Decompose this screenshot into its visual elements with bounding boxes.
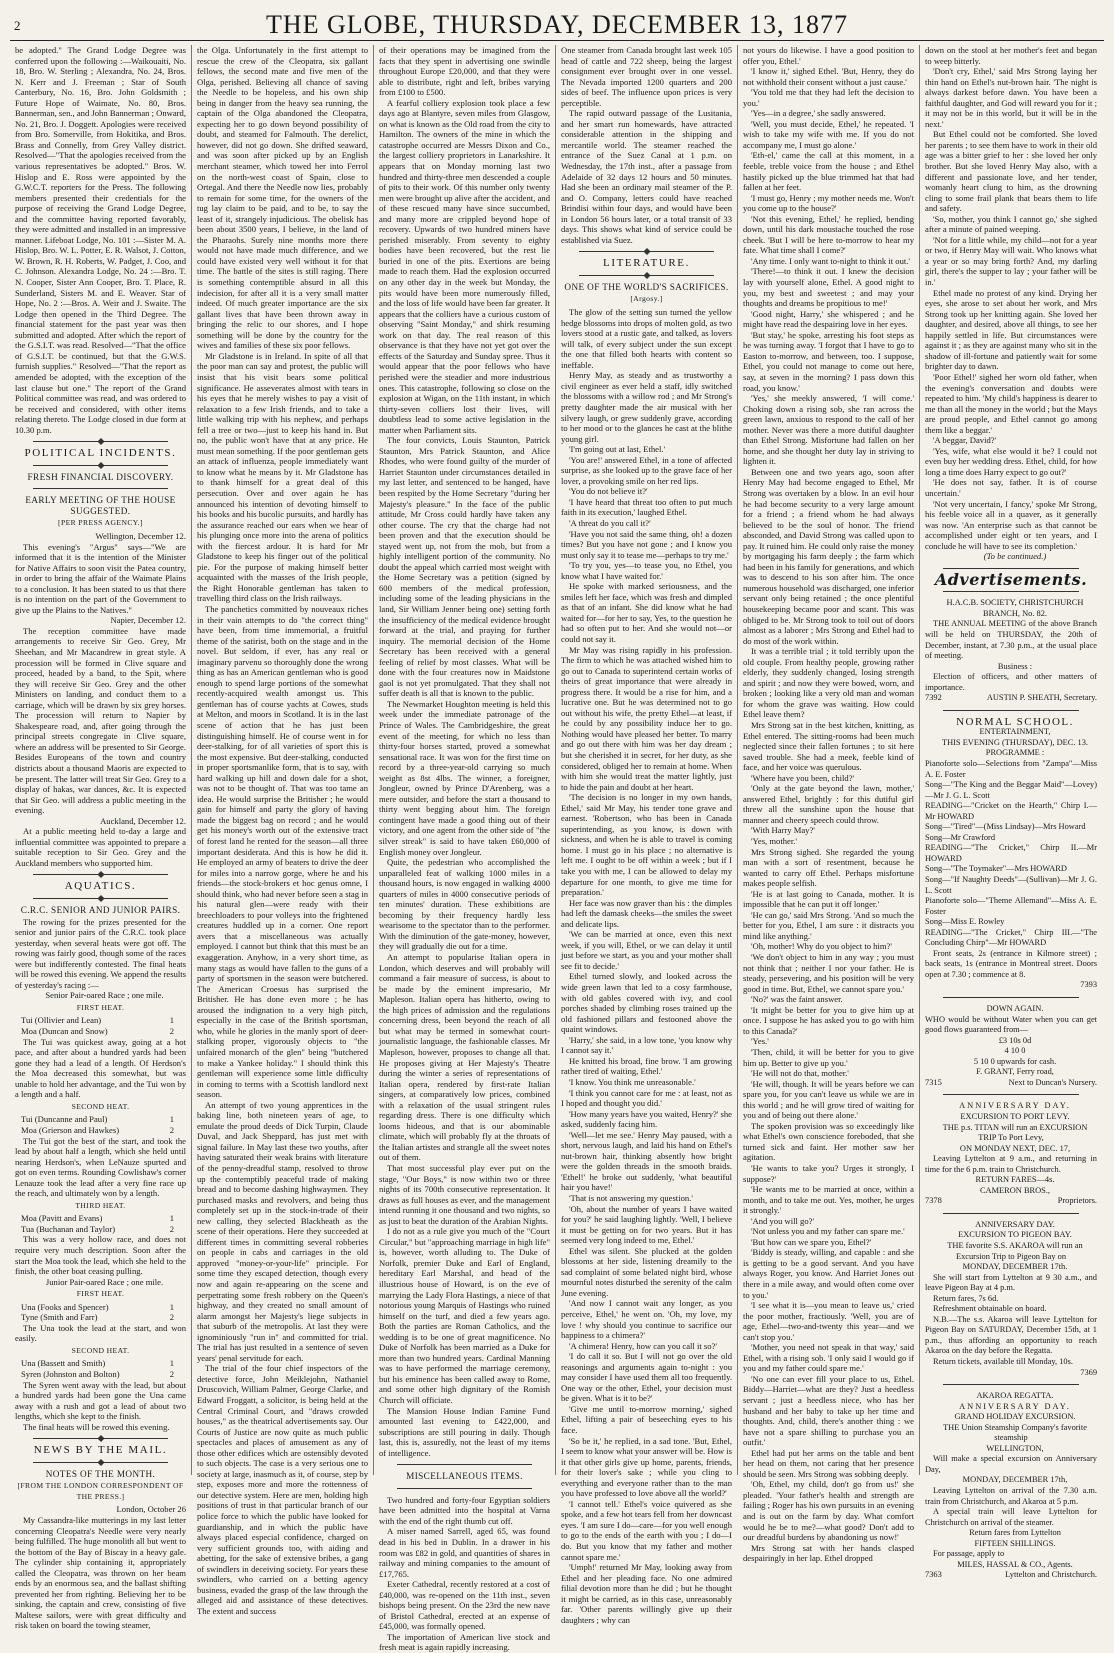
paragraph: 'Yes,' she meekly answered, 'I will come.' Choking down a rising sob, she ran across the green lawn, anxious to respond to the call of her mother. Never was there a more dutiful daughter than Ethel Strong. Misfortune had fallen on her home, and she thought her duty lay in striving to lighten it. [743, 393, 914, 467]
divider [579, 275, 714, 276]
ad-title: AKAROA REGATTA. [976, 1391, 1054, 1401]
ad-body: THE p.s. TITAN will run an EXCURSION TRIP To Port Levy, [942, 1122, 1088, 1143]
heading-political-incidents: POLITICAL INCIDENTS. [24, 447, 177, 460]
ad-subtitle: BRANCH, No. 82. [983, 608, 1047, 618]
ad-subtitle: GRAND HOLIDAY EXCURSION. [954, 1412, 1076, 1422]
paragraph: 'I know. You think me unreasonable.' [569, 1076, 696, 1087]
ad-number: 7369 [1080, 1367, 1097, 1377]
heading-early-meeting: EARLY MEETING OF THE HOUSE SUGGESTED. [25, 495, 176, 516]
paragraph: 'Yes—in a degree,' she sadly answered. [751, 108, 886, 119]
programme-item: Pianoforte solo—Selections from "Zampa"—Miss A. E. Foster [925, 759, 1097, 779]
result-row: Syren (Johnston and Bolton) 2 [21, 1368, 174, 1379]
heat-label: THIRD HEAT. [75, 1200, 126, 1210]
divider [33, 488, 168, 489]
paragraph: 'You are!' answered Ethel, in a tone of affected surprise, as she looked up to the grave face of her lover, a provoking smile on her red lips. [561, 454, 732, 486]
ad-body: THE ANNUAL MEETING of the above Branch will be held on THURSDAY, the 20th of December, instant, at 7.30 p.m., at the usual place of meeting. [925, 619, 1097, 661]
result-row: Una (Fooks and Spencer) 1 [21, 1301, 174, 1312]
paragraph: A miser named Sarrell, aged 65, was found dead in his bed in Dublin. In a drawer in his room was £82 in gold, and quantities of shares in railway and mining companies to the amount of £17,765. [379, 1526, 550, 1579]
ad-body: A special train will leave Lyttelton for Christchurch on arrival of the steamer. [925, 1507, 1097, 1527]
paragraph: An attempt of two young apprentices in the baking line, both nineteen years of age, to emulate the proud deeds of Dick Turpin, Claude Duval, and Jack Sheppard, has just met with signal failure. In May last these two youths, after having saturated their weak brains with literature of the penny-dreadful stamp, resolved to throw up the contemptibly peaceful trade of making bread and to become dashing highwaymen. They purchased masks and revolvers, and being thus completely set up in the stock-in-trade of their new calling, they selected Blackheath as the scene of their operations. Here they succeeded at different times in committing several robberies on people in cabs and carriages in the old approved "money-or-your-life" principle. For some time they escaped detection, though every now and again re-appearing on the scene and perpetrating some fresh robbery on the Queen's highway, and they created no small amount of alarm amongst her Majesty's liege subjects in that suburb of the metropolis. At last they were ignominiously "run in" and committed for trial. The trial has just resulted in a sentence of seven years' penal servitude for each. [197, 1099, 368, 1363]
masthead [10, 6, 1104, 41]
column-1 [10, 45, 192, 1631]
paragraph: The final heats will be rowed this evening. [23, 1421, 170, 1432]
divider [33, 441, 168, 442]
divider [397, 1488, 532, 1489]
paragraph: 'Biddy is steady, willing, and capable : and she is getting to be a good servant. And you have always Roger, you know. And Harriet Jones out there in a mile away, and would often come over to you.' [743, 1247, 914, 1300]
ad-port-levy [925, 1101, 1097, 1206]
divider [397, 1464, 532, 1465]
ad-body: THE favorite S.S. AKAROA will run an Excursion Trip to Pigeon Bay on [947, 1240, 1083, 1261]
paragraph: 'To try you, yes—to tease you, no Ethel, you know what I have waited for.' [561, 560, 732, 581]
paragraph: Exeter Cathedral, recently restored at a cost of £40,000, was re-opened on the 11th inst., seven bishops being present. On the 23rd the new nave of Bristol Cathedral, erected at an expense of £45,000, was formally opened. [379, 1579, 550, 1632]
ad-body: She will start from Lyttelton at 9 30 a.m., and leave Pigeon Bay at 4 p.m. [925, 1272, 1097, 1293]
paragraph: It was a terrible trial ; it told terribly upon the old couple. From healthy people, growing rather elderly, they suddenly changed, losing strength and spirit ; and now they were bowed, worn, and broken ; looking like a very old man and woman for whom the grave was waiting. How could Ethel leave them? [743, 646, 914, 720]
ad-number: 7393 [1080, 980, 1097, 990]
paragraph: The Tui was quickest away, going at a hot pace, and after about a hundred yards had been gone they had a lead of a length. Of Herdson's the Moa decreased this somewhat, but was unable to hold her advantage, and the Tui won by a length and a half. [15, 1036, 186, 1100]
paragraph: 'Good night, Harry,' she whispered ; and he might have read the despairing love in her eyes. [743, 308, 914, 330]
result-row: Tui (Ollivier and Lean) 1 [21, 1015, 174, 1026]
paragraph: 'Mother, you need not speak in that way,' said Ethel, with a rising sob. 'I only said I would go if you and my father could spare me.' [743, 1342, 914, 1374]
ad-subtitle: ENTERTAINMENT, [979, 727, 1051, 737]
paragraph: 'So be it,' he replied, in a sad tone. 'But, Ethel, I seem to know what your answer will be. How is it that other girls give up home, parents, friends, for their lover's sake ; while you cling to everything and everyone rather than to the man you have professed to love above all the world?' [561, 1435, 732, 1499]
divider [943, 1094, 1079, 1095]
paragraph: 'He will, though. It will be years before we can spare you, for you can't leave us while we are in this world ; and he will grow tired of waiting for you and of being out there alone.' [743, 1078, 914, 1121]
paragraph: 'Oh, mother! Why do you object to him?' [751, 941, 892, 952]
ad-hacb-society [925, 598, 1097, 703]
paragraph: The Newmarket Houghton meeting is held this week under the immediate patronage of the Prince of Wales. The Cambridgeshire, the great event of the meeting, for which no less than thirty-four horses started, proved a somewhat sensational race. It was won for the first time on record by a three-year-old carrying so much weight as 8st 4lbs. The winner, a foreigner, Jongleur, owned by Prince D'Arenberg, was a mere outsider, and before the start a thousand to thirty went begging about him. The foreign contingent have made a good thing out of their victory, and one agent from the other side of "the silver streak" is said to have taken £60,000 of English money over Jongleur. [379, 698, 550, 857]
paragraph: 'A threat do you call it?' [569, 517, 651, 528]
ad-subtitle: ANNIVERSARY DAY. [959, 1401, 1071, 1411]
dateline: Auckland, December 12. [100, 815, 186, 826]
correspondent-note: [FROM THE LONDON CORRESPONDENT OF THE PRESS.] [17, 1481, 184, 1501]
paragraph: Mr May was rising rapidly in his profession. The firm to which he was attached wished him to go out to Canada to superintend certain works of theirs of great importance that were already in progress there. It would be a rise for him, and a lucrative one. But he was determined not to go out without his wife, the pretty Ethel—at least, if he could by any possibility induce her to go. Nothing would have pleased her better. To marry and go out there with him was her day dream ; but she cherished it in secret, for her duty, as she considered, obliged her to remain at home. When with him she would treat the matter lightly, just to hide the pain and doubt at her heart. [561, 644, 732, 792]
ad-title: ANNIVERSARY DAY. [959, 1101, 1071, 1111]
result-row: Tyne (Smith and Farr) 2 [21, 1312, 174, 1323]
paragraph: 'We can be married at once, even this next week, if you will, Ethel, or we can delay it until just before we start, as you and your mother shall see fit to decide.' [561, 929, 732, 971]
divider [943, 568, 1079, 569]
result-row: Moa (Pavitt and Evans) 1 [21, 1213, 174, 1224]
ad-signature: MILES, HASSAL & CO., Agents. [957, 1559, 1073, 1569]
paragraph: This was a very hollow race, and does not require very much description. Soon after the start the Moa took the lead, which she held to the finish, the other boat ceasing pulling. [15, 1234, 186, 1277]
paragraph: The trial of the four chief inspectors of the detective force, John Meiklejohn, Nathaniel Druscovich, William Palmer, George Clarke, and Edward Froggatt, a solicitor, is being held at the Central Criminal Court, and "draws crowded houses," as the theatrical advertisements say. Our Courts of Justice are now quite as much public spectacles and places of amusement as any of those other edifices which are ostensibly devoted to such objects. The case is a very serious one to society at large, inasmuch as it, of course, step by step, exposes more and more the rottenness of our detective system. Here are men, holding high positions of trust in that particular branch of our police force to which the public have looked for guardianship, and in which the public have always placed especial confidence, charged on very sufficient grounds too, with aiding and abetting, for the sake of extensive bribes, a gang of swindlers in deceiving society. For years these swindlers, who carried on a betting agency business, evaded the grasp of the law through the alleged aid and assistance of these detectives. The extent and success [197, 1363, 368, 1616]
ad-body: Will make a special excursion on Anniversary Day, [925, 1454, 1097, 1474]
programme-item: READING—"The Cricket," Chirp III.—"The Concluding Chirp"—Mr HOWARD [925, 927, 1097, 948]
programme-item: READING—"Cricket on the Hearth," Chirp I.—Mr HOWARD [925, 801, 1097, 821]
ad-akaroa-regatta [925, 1391, 1097, 1581]
paragraph: One steamer from Canada brought last week 105 head of cattle and 722 sheep, being the largest consignment ever brought over in one vessel. The Nevada imported 1200 quarters and 200 sides of beef. The influence upon prices is very perceptible. [561, 45, 732, 108]
paragraph: 'How many years have you waited, Henry?' she asked, suddenly facing him. [561, 1108, 732, 1130]
ad-title: DOWN AGAIN. [986, 1004, 1044, 1014]
paragraph: 'Harry,' she said, in a low tone, 'you know why I cannot say it.' [561, 1034, 732, 1056]
ad-subtitle: EXCURSION TO PORT LEVY. [960, 1111, 1070, 1121]
heat-label: FIRST HEAT. [76, 1002, 125, 1012]
programme-item: Song—Mr Crawford [925, 832, 996, 842]
ad-signature: CAMERON BROS., [979, 1185, 1051, 1195]
paragraph: The spoken provision was so exceedingly like what Ethel's own conscience foreboded, that she turned sick and faint. Her mother saw her agitation. [743, 1120, 914, 1163]
heat-label: SECOND HEAT. [71, 1101, 130, 1111]
paragraph: 'I must go, Henry ; my mother needs me. Won't you come up to the house?' [743, 192, 914, 214]
paragraph: the Olga. Unfortunately in the first attempt to rescue the crew of the Cleopatra, six gallant fellows, the second mate and five men of the Olga, perished. Believing all chance of saving the Needle to be hopeless, and his own ship being in danger from the heavy sea running, the captain of the Olga abandoned the Cleopatra, expecting her to go down beyond possibility of doubt, and steamed for Falmouth. The derelict, however, did not go down. She drifted seaward, and was soon after picked up by an English merchant steamer, which towed her into Ferrol on the north-west coast of Spain, close to Ortegal. And there the Needle now lies, probably to remain for some time, for the owners of the tug lay claim to be paid, and to be, to say the least of it, strangely injudicious. The obelisk has been about 3500 years, I believe, in the land of the Pharaohs. Surely nine months more there would not have made much difference, and we could have existed very well without it for that time. The battle of the sites is still raging. There is something contemptible absurd in all this indecision, for after all it is a very small matter indeed. Of much greater importance are the six gallant lives that have been thrown away in bringing the relic to our shores, and I hope something will be done by the country for the wives and families of these six poor fellows. [197, 45, 368, 351]
paragraph: 'Yes, wife, what else would it be? I could not even buy her wedding dress. Ethel, child, for how long a time does Harry expect to go out?' [925, 445, 1097, 477]
paragraph: Ethel had put her arms on the table and bent her head on them, not caring that her presence should be seen. Mrs Strong was sobbing deeply. [743, 1447, 914, 1479]
paragraph: A fearful colliery explosion took place a few days ago at Blantyre, seven miles from Glasgow, on what is known as the Old road from the city to Hamilton. The owners of the mine in which the catastrophe occurred are Messrs Dixon and Co., the largest colliery proprietors in Lanarkshire. It appears that on Monday morning last two hundred and thirty-three men descended a couple of pits to their work. Of this number only twenty men were brought up alive after the accident, and of these rescued many have since succumbed, and many more are crippled beyond hope of recovery. Upwards of two hundred miners have perished miserably. From seventy to eighty bodies have been recovered, but the rest lie buried in one of the pits. Exertions are being made to reach them. Had the explosion occurred on any other day in the week but Monday, the pits would have been more numerously filled, and the loss of life would have been far greater. It appears that the colliers have a curious custom of observing "Saint Monday," and shirk resuming work on that day. The real reason of this observance is that they have not yet got over the effects of the Saturday and Sunday spree. Thus it would appear that the poor fellows who have perished were the steadier and more industrious ones. This catastrophe, following so close on the explosion at Wigan, on the 11th instant, in which thirty-seven colliers lost their lives, will doubtless lead to some active legislation in the matter when Parliament sits. [379, 97, 550, 435]
paragraph: Mrs Strong sighed. She regarded the young man with a sort of resentment, because he wanted to carry off Ethel. Perhaps misfortune makes people selfish. [743, 846, 914, 889]
result-row: Moa (Grierson and Hawkes) 2 [21, 1124, 174, 1135]
paragraph: 'Only at the gate beyond the lawn, mother,' answered Ethel, brightly : for this dutiful girl threw all the sunshine upon the house that manner and cheery speech could throw. [743, 783, 914, 825]
ad-fares: Return fares, 7s 6d. [933, 1293, 999, 1303]
newspaper-title: THE GLOBE, THURSDAY, DECEMBER 13, 1877 [265, 10, 849, 39]
programme-item: Song—"If Naughty Deeds"—(Sullivan)—Mr J. G. L. Scott [925, 875, 1097, 895]
ad-date: MONDAY, DECEMBER 17th. [962, 1262, 1068, 1272]
ad-fares: Return fares from Lyttelton [969, 1528, 1061, 1538]
paragraph: 'We don't object to him in any way ; you must not think that ; neither I nor your father. He is steady, persevering, and his position will be very good in time. But, Ethel, we cannot spare you.' [743, 952, 914, 994]
dateline: Wellington, December 12. [95, 530, 186, 541]
paragraph: 'He will not do that, mother.' [751, 1068, 849, 1079]
divider [943, 997, 1079, 998]
paragraph: 'Yes, mother.' [751, 836, 797, 847]
paragraph: Two hundred and forty-four Egyptian soldiers have been admitted into the hospital at Varna with the end of the right thumb cut off. [379, 1494, 550, 1526]
paragraph: He knitted his broad, fine brow. 'I am growing rather tired of waiting, Ethel.' [561, 1055, 732, 1077]
divider [943, 1384, 1079, 1385]
divider [33, 898, 168, 899]
divider [579, 251, 714, 252]
ad-body: THE Union Steamship Company's favorite steamship [943, 1422, 1087, 1443]
result-row: Tua (Buchanan and Taylor) 2 [21, 1223, 174, 1234]
paragraph: The panchetics committed by nouveaux riches in their vain attempts to do "the correct thing" have been, from time immemorial, a fruitful theme of the satirist, both on the stage and in the novel. But seldom, if ever, has any real or imaginary parvenu so thoroughly done the wrong thing as has an American gentleman who is good enough to spend large portions of the somewhat recently-acquired wealth amongst us. This gentleman has of course yachts at Cowes, studs at Melton, and moors in Scotland. It is in the last scene of action that he has just been distinguishing himself. He of course went in for deer-stalking, for of all varieties of sport this is the most expensive. But deer-stalking, conducted in proper sportsmanlike form, that is to say, with hard walking up hill and down dale for a shot, was not to be thought of. That was too tame an idea. He would surprise the Britisher ; he would gain for himself and party the glory of having made the biggest bag on record ; and he would get his money's worth out of the extensive tract of forest land he rented for the season—all three important desiderata. And this is how he did it. He employed an army of beaters to drive the deer for miles into a narrow gorge, where he and his friends—the stock-brokers et hoc genus omne, I should think, who had never before seen a stag in his natural glen—were ready with their breechloaders to pour volleys into the frightened creatures huddled up in a corner. One report avers that a miscellaneous was actually employed. I cannot but think that this must be an exaggeration. Anyhow, in a very short time, as many stags as would have fallen to the guns of a party of sportsmen in the season were butchered. The American Croesus has surprised the Britisher. He has done even more ; he has aroused the indignation to a very high pitch, especially in the case of the British sportsman, who, while he glories in the manly sport of deer-stalking proper, vigorously objects to "the unfaired monarch of the glen" being "butchered to make a Yankee holiday." I should think this gentleman will experience some little difficulty in coming to terms with a Scottish landlord next season. [197, 603, 368, 1100]
paragraph: The Tui got the best of the start, and took the lead by about half a length, which she held until nearing Herdson's, when LeNauze spurted and got on even terms. Rounding Cowlishaw's corner Lenauze took the lead after a very fine race up the reach, and ultimately won by a length. [15, 1135, 186, 1199]
ad-down-again [925, 1004, 1097, 1088]
heading-notes-of-month: NOTES OF THE MONTH. [45, 1468, 156, 1479]
paragraph: Ethel turned slowly, and looked across the wide green lawn that led to a cosy farmhouse, with old gables covered with ivy, and cool porches shaded by climbing roses trained up the old fashioned pillars and festooned above the quaint windows. [561, 971, 732, 1035]
paragraph: 'So, mother, you think I cannot go,' she sighed after a minute of pained weeping. [925, 213, 1097, 235]
paragraph: 'Any time. I only want to-night to think it out.' [751, 255, 910, 266]
heading-news-by-mail: NEWS BY THE MAIL. [33, 1444, 168, 1457]
paragraph: 'Yes.' [751, 1036, 769, 1047]
paragraph: 'Not unless you and my father can spare me.' [751, 1226, 905, 1237]
ad-normal-school [925, 717, 1097, 991]
ad-address: 7315 Next to Duncan's Nursery. [925, 1077, 1097, 1087]
paragraph: The rapid outward passage of the Lusitania, and her smart run homewards, have attracted considerable attention in the shipping and mercantile world. The steamer reached the entrance of the Suez Canal at 1 p.m. on Wednesday, the 17th inst., after a passage from Adelaide of 32 days 12 hours and 50 minutes. Had she been an ordinary mail steamer of the P. and O. Company, letters could have reached Brindisi within four days, and would have been in London 56 hours later, or a total transit of 33 days. This shows what kind of service could be established via Suez. [561, 108, 732, 245]
ad-date: ON MONDAY NEXT, DEC. 17, [959, 1143, 1071, 1153]
ad-date: MONDAY, DECEMBER 17th, [962, 1475, 1068, 1485]
ad-place: 7363 Lyttelton and Christchurch. [925, 1570, 1097, 1580]
paragraph: Ethel was silent. She plucked at the golden blossoms at her side, listening dreamily to the sad complaint of some belated night bird, whose mournful notes disturbed the serenity of the calm June evening. [561, 1245, 732, 1298]
paragraph: 'I cannot tell.' Ethel's voice quivered as she spoke, and a few hot tears fell from her downcast eyes. 'I am sure I do—care—for you well enough to go to the ends of the earth with you ; I do—I do. But you know that my father and mother cannot spare me.' [561, 1498, 732, 1562]
paragraph: 'Where have you been, child?' [751, 772, 855, 783]
column-3 [374, 45, 556, 1653]
heading-crc-pairs: C.R.C. SENIOR AND JUNIOR PAIRS. [20, 905, 181, 916]
ad-role: 7378 Proprietors. [925, 1196, 1097, 1206]
story-source: [Argosy.] [630, 294, 663, 304]
paragraph: 'But how can we spare you, Ethel?' [751, 1236, 872, 1247]
paragraph: 'Oh, about the number of years I have waited for you?' he said laughing lightly. 'Well, I believe it must be getting on for two years. But it has seemed very long indeed to me, Ethel.' [561, 1203, 732, 1246]
paragraph: 'Then, child, it will be better for you to give him up. Better to give up you.' [743, 1046, 914, 1068]
price-line: 5 10 0 upwards for cash. [973, 1056, 1057, 1066]
paragraph: Between one and two years ago, soon after Henry May had become engaged to Ethel, Mr Strong was overtaken by a blow. In an evil hour he had become security to a very large amount for a friend ; a friend whom he had always believed to be the soul of honor. The friend absconded, and David Strong was called upon to pay. It ruined him. He could only raise the money by mortgaging his farm deeply ; the farm which had been in his family for generations, and which was to descend to his son after him. The once numerous household was discharged, one inferior servant only being retained ; the once plentiful housekeeping became poor and scant. This was obliged to be. Mr Strong took to toil out of doors almost as a laborer ; Mrs Strong and Ethel had to do most of the work within. [743, 466, 914, 646]
paragraph: 'You do not believe it?' [569, 486, 648, 497]
ad-signature: F. GRANT, Ferry road, [976, 1067, 1054, 1077]
paragraph: At a public meeting held to-day a large and influential committee was appointed to prepare a suitable reception to Sir Geo. Grey and the Auckland members who supported him. [15, 826, 186, 868]
paragraph: 'That is not answering my question.' [569, 1192, 693, 1203]
paragraph: 'Not for a little while, my child—not for a year or two, if Henry May will wait. Who knows what a year or so may bring forth? And, my darling girl, there's the supper to lay ; your father will be in.' [925, 234, 1097, 288]
heat-label: FIRST HEAT. [76, 1289, 125, 1299]
paragraph: down on the stool at her mother's feet and began to weep bitterly. [925, 45, 1097, 66]
paragraph: He spoke with marked seriousness, and the smiles left her face, which was fresh and dimpled as that of an infant. She did know what he had waited for—for her to say, Yes, to the question he had so often put to her. And she would not—or could not say it. [561, 581, 732, 644]
ad-signature: 7392 AUSTIN P. SHEATH, Secretary. [925, 693, 1097, 703]
ad-body: N.B.—The s.s. Akaroa will leave Lyttelton for Pigeon Bay on SATURDAY, December 15th, at 1 p.m., thus affording an opportunity to reach Akaroa on the day before the Regatta. [925, 1314, 1097, 1356]
result-row: Tui (Duncanne and Paul) 1 [21, 1114, 174, 1125]
programme-item: READING—"The Cricket," Chirp II.—Mr HOWARD [925, 843, 1097, 863]
agency-note: [PER PRESS AGENCY.] [58, 518, 143, 528]
divider [943, 591, 1079, 592]
paragraph: 'It might be better for you to give him up at once. I suppose he has asked you to go with him to this Canada?' [743, 1004, 914, 1036]
paragraph: This evening's "Argus" says—"We are informed that it is the intention of the Minister for Native Affairs to soon visit the Patea country, in order to bring the affair of the Waimate Plains to a conclusion. It has been stated to us that there is no intention on the part of the Government to give up the Plains to the Natives." [15, 541, 186, 615]
result-row: Moa (Duncan and Snow) 2 [21, 1026, 174, 1037]
divider [33, 874, 168, 875]
ad-body: For passage, apply to [933, 1549, 1005, 1559]
paragraph: An attempt to popularise Italian opera in London, which deserves and will probably will command a fair measure of success, is about to be made by the eminent impresario, Mr Mapleson. Italian opera has hitherto, owing to the high prices of admission and the regulations concerning dress, been beyond the reach of all but what may be termed in somewhat court-journalistic language, the fashionable classes. Mr Mapleson, however, proposes to change all that. He proposes giving at Her Majesty's Theatre during the winter a series of representations of Italian opera, rendered by first-rate Italian singers, at comparatively low prices, combined with a relaxation of the usual stringent rules regarding dress. There is one difficulty which looms hideous, and that is our abominable climate, which will probably fly at the throats of the Italian artistes and strangle all the sweet notes out of them. [379, 952, 550, 1163]
story-title: ONE OF THE WORLD'S SACRIFICES. [564, 281, 729, 292]
paragraph: 'The decision is no longer in my own hands, Ethel,' said Mr May, his tender tone grave and earnest. 'Robertson, who has been in Canada superintending, as you know, is down with sickness, and when he is able to travel is coming home. I must go in his place ; no alternative is left me. I ought to be off within a week ; but if I take you with me, I can be allowed to delay my departure for one month, to give me time for preparation.' [561, 792, 732, 898]
paragraph: 'Umph!' returned Mr May, looking away from Ethel and her pleading face. No one admired filial devotion more than he did ; but he thought it might be carried, as in this case, unreasonably far. 'Other parents willingly give up their daughters ; why can [561, 1562, 732, 1625]
page-number: 2 [14, 18, 21, 33]
heading-literature: LITERATURE. [603, 257, 690, 270]
heading-miscellaneous: MISCELLANEOUS ITEMS. [406, 1471, 523, 1482]
paragraph: 'And you will go?' [751, 1215, 815, 1226]
heading-aquatics: AQUATICS. [64, 880, 137, 893]
paragraph: 'Have you not said the same thing, oh! a dozen times? But you have not gone ; and I know you must only say it to tease me—perhaps to try me.' [561, 528, 732, 560]
paragraph: 'There!—to think it out. I knew the decision lay with yourself alone, Ethel. A good night to you, my best and sweetest ; and may your thoughts and dreams be propitious to me!' [743, 266, 914, 309]
paragraph: 'A beggar, David?' [933, 435, 997, 446]
ad-body: WHO would be without Water when you can get good flows guaranteed from— [925, 1014, 1097, 1035]
ad-label: PROGRAMME : [985, 748, 1045, 758]
paragraph: 'But stay,' he spoke, arresting his foot steps as he was turning away. 'I forgot that I have to go to Easton to-morrow, and between, too. I suppose, Ethel, you could not manage to come out here, say, at seven in the morning? I pass down this road, you know.' [743, 329, 914, 393]
ad-subtitle: THIS EVENING (THURSDAY), DEC. 13. [941, 737, 1088, 747]
lodge-report: be adopted." The Grand Lodge Degree was conferred upon the following :—Waikouaiti, No. 18, Bro. W. Sterling ; Alexandra, No. 24, Bros. N. Kerr and J. Freeman ; Star of South Canterbury, No. 16, Bro. John Goldsmith ; Future Hope of Waimate, No. 80, Bros. Bannerman, sen., and John Bannerman ; Onward, No. 21, Bro. J. Doggett. Apologies were received from Bro. Somerville, from Hokitika, and Bros. Brass and Connelly, from Grey Valley district. Resolved—"That the apologies received from the various representatives be adopted." Bros. W. Hislop and E. Ross were appointed by the G.W.C.T. reporters for the Press. The following members presented their credentials for the purpose of receiving the Grand Lodge Degree, and the committee having reported favorably, they were admitted and installed in an impressive manner. Lifeboat Lodge, No. 101 :—Sister M. A. Hislop, Bro. W. L. Potter, E. R. Walsot, J. Cotton, W. Brown, R. H. Roberts, W. Padget, J. Coo, and C. Johnson. Alexandra Lodge, No. 24 :—Bro. T. N. Cooper, Sister Ann Cooper, Bro. T. Place, R. Sunderland, Sisters M. and E. Weaver. Star of Hope, No. 2 :—Bros. A. Weir and J. Swaite. The Lodge then opened in the Third Degree. The financial statement for the past year was then submitted and adopted. After which the report of the G.S.I.T. was read. Resolved—"That the office of G.S.I.T. be continued, but that the G.W.S. furnish supplies." Resolved—"That the report as amended be adopted, with the exception of the last clause but one." The report of the Grand Political committee was read, and was ordered to be received and considered, with other items relating thereto. The Lodge closed in due form at 10.30 p.m. [15, 45, 186, 435]
paragraph: 'I think you cannot care for me : at least, not as I hoped and thought you did.' [561, 1087, 732, 1109]
ad-body: Leaving Lyttelton on arrival of the 7.30 a.m. train from Christchurch, and Akaroa at 5 p.m. [925, 1486, 1097, 1506]
paragraph: 'He wants to take you? Urges it strongly, I suppose?' [743, 1162, 914, 1184]
paragraph: 'Well, you must decide, Ethel,' he repeated. 'I wish to take my wife with me. If you do not accompany me, I must go alone.' [743, 118, 914, 150]
paragraph: Her face was now graver than his : the dimples had left the damask cheeks—the smiles the sweet and delicate lips. [561, 897, 732, 929]
ad-price: FIFTEEN SHILLINGS. [974, 1538, 1056, 1548]
programme-item: Song—Miss E. Rowley [925, 917, 1005, 927]
paragraph: The rowing for the prizes presented for the senior and junior pairs of the C.R.C. took place yesterday, when several heats were got off. The rowing was fairly good, though some of the races were but indifferently contested. The final heats will be rowed this evening. We append the results of yesterday's racing :— [15, 916, 186, 990]
race-title: Senior Pair-oared Race ; one mile. [45, 990, 164, 1001]
paragraph: 'No one can ever fill your place to us, Ethel. Biddy—Harriet—what are they? Just a heedless servant ; just a heedless niece, who has her husband and her baby to take up her time and thoughts. And, child, there's another thing : we have not a spare shilling to purchase you an outfit.' [743, 1373, 914, 1448]
paragraph: Quite, the pedestrian who accomplished the unparalleled feat of walking 1000 miles in a thousand hours, is now engaged in walking 4000 quarters of miles in 4000 consecutive periods of ten minutes' duration. These exhibitions are becoming by their frequency hardly less wearisome to the spectator than to the performer. With the diminution of the gate-money, however, they will gradually die out for a time. [379, 857, 550, 952]
paragraph: 'I know it,' sighed Ethel. 'But, Henry, they do not withhold their consent without a just cause.' [743, 66, 914, 87]
divider [943, 710, 1079, 711]
ad-pigeon-bay [925, 1220, 1097, 1378]
ad-subtitle: EXCURSION TO PIGEON BAY. [958, 1230, 1072, 1240]
price-line: 4 10 0 [1004, 1046, 1026, 1056]
divider [33, 1462, 168, 1463]
ad-body: Refreshment obtainable on board. [933, 1304, 1047, 1314]
heading-fresh-financial: FRESH FINANCIAL DISCOVERY. [27, 471, 174, 482]
heading-advertisements: Advertisements. [934, 569, 1088, 589]
paragraph: Mrs Strong sat in the best kitchen, knitting, as Ethel entered. The sitting-rooms had been much neglected since their fallen fortunes ; to sit here saved trouble. She had a meek, feeble kind of face, and her voice was querulous. [743, 720, 914, 773]
paragraph: 'He does not say, father. It is of course uncertain.' [925, 477, 1097, 498]
columns [10, 45, 1104, 1653]
paragraph: The four convicts, Louis Staunton, Patrick Staunton, Mrs Patrick Staunton, and Alice Rhodes, who were found guilty of the murder of Harriet Staunton under circumstances detailed in my last letter, and sentenced to be hanged, have been respited by the Home Secretary "during her Majesty's pleasure." In the face of the public attitude, Mr Cross could hardly have taken any other course. The cry that the charge had not been proven and that the execution should be stayed went up, not from the mob, but from a highly intelligent portion of the community. No doubt the appeal which carried most weight with the Home Secretary was a petition (signed by 600 members of the medical profession, including some of the leading physicians in the land, Sir William Jenner being one) setting forth the insufficiency of the medical evidence brought forward at the trial, and praying for further inquiry. The memorial decision of the Home Secretary has been received with a general feeling of relief by most classes. What will be done with the four creatures now in Maidstone gaol is not yet promulgated. That they shall not suffer death is all that is known to the public. [379, 435, 550, 699]
paragraph: Henry May, as steady and as trustworthy a civil engineer as ever held a staff, idly switched the blossoms with a willow rod ; and Mr Strong's pretty daughter made the air musical with her silvery laugh, or grew suddenly grave, according to her mood or to the glances he cast at the blithe young girl. [561, 370, 732, 444]
column-5 [738, 45, 920, 1564]
ad-fares: RETURN FARES—4s. [975, 1175, 1055, 1185]
paragraph: Ethel made no protest of any kind. Drying her eyes, she arose to set about her work, and Mrs Strong took up her knitting again. She loved her daughter, and desired, above all things, to see her happily settled in life. But circumstances were against it ; as they are against many who sit in the shadow of ill-fortune and patiently wait for some brighter day to dawn. [925, 287, 1097, 372]
paragraph: 'I'm going out at last, Ethel.' [569, 444, 666, 455]
paragraph: 'Oh, Ethel, my child, don't go from us!' she pleaded. 'Your father's health and strength are failing ; Roger has his own pursuits in an evening and is out on the farm by day. What comfort would he be to me?—what good? Don't add to our dreadful burdens by abandoning us now!' [743, 1479, 914, 1543]
paragraph: 'Eth-el,' came the call at this moment, in a feeble, treble voice from the house ; and Ethel hastily picked up the blue trimmed hat that had fallen at her feet. [743, 150, 914, 193]
paragraph: 'Poor Ethel!' sighed her worn old father, when the evening's conversation and doubts were repeated to him. 'My child's happiness is dearer to me than all the money in the world ; but the Mays are proud people, and Ethel cannot go among them like a beggar.' [925, 371, 1097, 435]
to-be-continued: (To be continued.) [983, 551, 1047, 562]
ad-body: Return tickets, available till Monday, 10s. [933, 1356, 1073, 1366]
paragraph: 'Give me until to-morrow morning,' sighed Ethel, lifting a pair of beseeching eyes to his face. [561, 1403, 732, 1435]
paragraph: But Ethel could not be comforted. She loved her parents ; to see them have to work in their old age was a bitter grief to her : she loved her only brother. But she loved Henry May also, with a different and passionate love, and her tender, womanly heart clung to him, as the drowning cling to some frail plank that bears them to life and safety. [925, 129, 1097, 214]
price-line: £3 10s 0d [998, 1035, 1032, 1045]
paragraph: 'Don't cry, Ethel,' said Mrs Strong laying her thin hand on Ethel's nut-brown hair. 'The night is always darkest before dawn. You have been a faithful daughter, and God will reward you for it ; it may not be in this world, but it will be in the next.' [925, 66, 1097, 129]
ad-title: NORMAL SCHOOL. [956, 715, 1074, 728]
ad-body: Front seats, 2s (entrance in Kilmore street) ; back seats, 1s (entrance in Montreal street. Doors open at 7.30 ; commence at 8. [925, 948, 1097, 979]
column-4 [556, 45, 738, 1625]
dateline: London, October 26 [116, 1504, 186, 1515]
paragraph: 'Well—let me see.' Henry May paused, with a short, nervous laugh, and laid his hand on Ethel's nut-brown hair, thinking absently how bright were the golden threads in the smooth braids. 'Ethel!' he broke out suddenly, 'what beautiful hair you have!' [561, 1129, 732, 1193]
programme-item: Song—"Tired"—(Miss Lindsay)—Mrs Howard [925, 822, 1086, 832]
paragraph: 'And now I cannot wait any longer, as you perceive, Ethel,' he went on. 'Oh, my love, my love ! why should you continue to sacrifice our happiness to a chimera?' [561, 1298, 732, 1341]
ad-title: H.A.C.B. SOCIETY, CHRISTCHURCH [946, 598, 1084, 608]
paragraph: The glow of the setting sun turned the yellow hedge blossoms into drops of molten gold, as two lovers stood at a rustic gate, and talked, as lovers will talk, of every subject under the sun except the one that filled both hearts with content so ineffable. [561, 307, 732, 370]
paragraph: 'I do call it so. But I will not go over the old reasonings and arguments again to-night : you may consider I have used them all too frequently. One way or the other, Ethel, your decision must be given. What is it to be?' [561, 1351, 732, 1404]
column-6 [920, 45, 1102, 1580]
paragraph: 'I see what it is—you mean to leave us,' cried the poor mother, fractiously. 'Well, you are of age, Ethel—two-and-twenty this year—and we can't stop you.' [743, 1300, 914, 1342]
paragraph: of their operations may be imagined from the facts that they spent in advertising one swindle throughout Europe £20,000, and that they were able to distribute, right and left, bribes varying from £100 to £500. [379, 45, 550, 98]
paragraph: My Cassandra-like mutterings in my last letter concerning Cleopatra's Needle were very nearly being fulfilled. The huge monolith all but went to the bottom of the Bay of Biscay in a heavy gale. The cylinder ship containing it, appropriately called the Cleopatra, was thrown on her beam ends by an enormous sea, and the ballast shifting prevented her from righting. Believing her to be sinking, the captain and crew, consisting of five Maltese sailors, were with great difficulty and risk taken on board the towing steamer, [15, 1515, 186, 1631]
paragraph: 'With Harry May?' [751, 825, 815, 836]
paragraph: The Mansion House Indian Famine Fund amounted last evening to £422,000, and subscriptions are still pouring in daily. Though last, this is, assuredly, not the least of my items of intelligence. [379, 1405, 550, 1458]
divider [33, 1438, 168, 1439]
paragraph: 'A chimera! Henry, how can you call it so?' [569, 1340, 717, 1351]
divider [943, 1213, 1079, 1214]
programme-item: Song—"The King and the Beggar Maid"—Lovey)—Mr J. G. L. Scott [925, 780, 1097, 800]
race-title: Junior Pair-oared Race ; one mile. [45, 1276, 164, 1287]
paragraph: The importation of American live stock and fresh meat is again rapidly increasing. [379, 1631, 550, 1653]
paragraph: The reception committee have made arrangements to receive Sir Geo. Grey, Mr Sheehan, and Mr Macandrew in great style. A procession will be formed in Clive square and proceed, headed by a band, to the Spit, where they will receive Sir Geo. Grey and the other Ministers on landing, and conduct them to a carriage, which will be drawn by six grey horses. The procession will return to Napier by Shakespeare road, and, after going through the principal streets congregate in Clive square, where an address will be presented to Sir George. Besides Europeans of the town and country districts about a thousand Maoris are expected to be present. The latter will treat Sir Geo. Grey to a display of hakas, war dances, &c. It is expected that Sir Geo. will address a public meeting in the evening. [15, 625, 186, 816]
ad-label: Business : [997, 661, 1033, 671]
paragraph: 'No?' was the faint answer. [751, 994, 843, 1005]
paragraph: 'You told me that they had left the decision to you.' [743, 87, 914, 108]
paragraph: 'Not this evening, Ethel,' he replied, bending down, until his dark moustache touched the rose cheek. 'But I will be here to-morrow to hear my fate. What time shall I come?' [743, 213, 914, 256]
column-2 [192, 45, 374, 1616]
paragraph: Mr Gladstone is in Ireland. In spite of all that the poor man can say and protest, the public will insist that his visit bears some political significance. He asseverates almost with tears in his eyes that he merely wishes to pay a visit of relaxation to a few Irish friends, and to take a little walking trip with his nephew, and perhaps fell a tree or two—just to keep his hand in. But no, the public won't have that at any price. He must mean something. If the poor gentleman gets an attack of influenza, people immediately want to know what he means by it. Mr Gladstone has to thank himself for a great deal of this persecution. Over and over again he has announced his intention of devoting himself to his books and his bucolic pursuits, and hardly has the assurance reached our ears when we hear of his plunging once more into the arena of politics with the fiercest ardour. It is hard for Mr Gladstone to keep his finger out of the political pie. For the purpose of making himself better acquainted with the masses of the Irish people, the Right Honorable gentleman has taken to travelling third class on the Irish railways. [197, 350, 368, 604]
ship-name: WELLINGTON, [986, 1443, 1044, 1453]
programme-item: Pianoforte solo—"Theme Allemand"—Miss A. E. Foster [925, 896, 1097, 916]
paragraph: 'I have heard that threat too often to put much faith in its execution,' laughed Ethel. [561, 496, 732, 518]
paragraph: The Syren went away with the lead, but about a hundred yards had been gone the Una came away with a rush and got a lead of about two lengths, which she kept to the finish. [15, 1379, 186, 1422]
paragraph: Mrs Strong sat with her hands clasped despairingly in her lap. Ethel dropped [743, 1542, 914, 1564]
ad-body: Leaving Lyttelton at 9 a.m., and returning in time for the 6 p.m. train to Christchurch. [925, 1154, 1097, 1174]
paragraph: That most successful play ever put on the stage, "Our Boys," is now within two or three nights of its 700th consecutive representation. It draws as full houses as ever, and the management intend running it one thousand and two nights, so as just to beat the duration of the Arabian Nights. [379, 1162, 550, 1226]
ad-body: Election of officers, and other matters of importance. [925, 672, 1097, 692]
programme-item: Song—"The Toymaker"—Mrs HOWARD [925, 864, 1067, 874]
paragraph: I do not as a rule give you much of the "Court Circular," but "approaching marriage in high life" is, however, worth alluding to. The Duke of Norfolk, premier Duke and Earl of England, hereditary Earl Marshal, and head of the illustrious house of Howard, is on the eve of marrying the Lady Flora Hastings, a niece of that notorious young Marquis of Hastings who ruined himself on the turf, and died a few years ago. Both the parties are Roman Catholics, and the wedding is to be one of great magnificence. No Duke of Norfolk has been married as a Duke for more than two hundred years. Cardinal Manning was to have performed the marriage ceremony, but his eminence has been called away to Rome, and some other high dignitary of the Romish Church will officiate. [379, 1226, 550, 1405]
paragraph: not yours do likewise. I have a good position to offer you, Ethel.' [743, 45, 914, 66]
paragraph: 'He is at last going to Canada, mother. It is impossible that he can put it off longer.' [743, 888, 914, 910]
heat-label: SECOND HEAT. [71, 1345, 130, 1355]
paragraph: 'He wants me to be married at once, within a month, and to take me out. Yes, mother, he urges it strongly.' [743, 1184, 914, 1216]
ad-title: ANNIVERSARY DAY. [975, 1219, 1055, 1229]
divider [33, 465, 168, 466]
paragraph: The Una took the lead at the start, and won easily. [15, 1322, 186, 1344]
paragraph: 'Not very uncertain, I fancy,' spoke Mr Strong, his feeble voice all in a quaver, as it generally was now. 'An enterprise such as that cannot be accomplished under eight or ten years, and I conclude he will have to see its completion.' [925, 498, 1097, 551]
dateline: Napier, December 12. [110, 615, 186, 626]
paragraph: 'He can go,' said Mrs Strong. 'And so much the better for you, Ethel, I am sure : it distracts you mind like anything.' [743, 909, 914, 941]
result-row: Una (Bassett and Smith) 1 [21, 1358, 174, 1369]
